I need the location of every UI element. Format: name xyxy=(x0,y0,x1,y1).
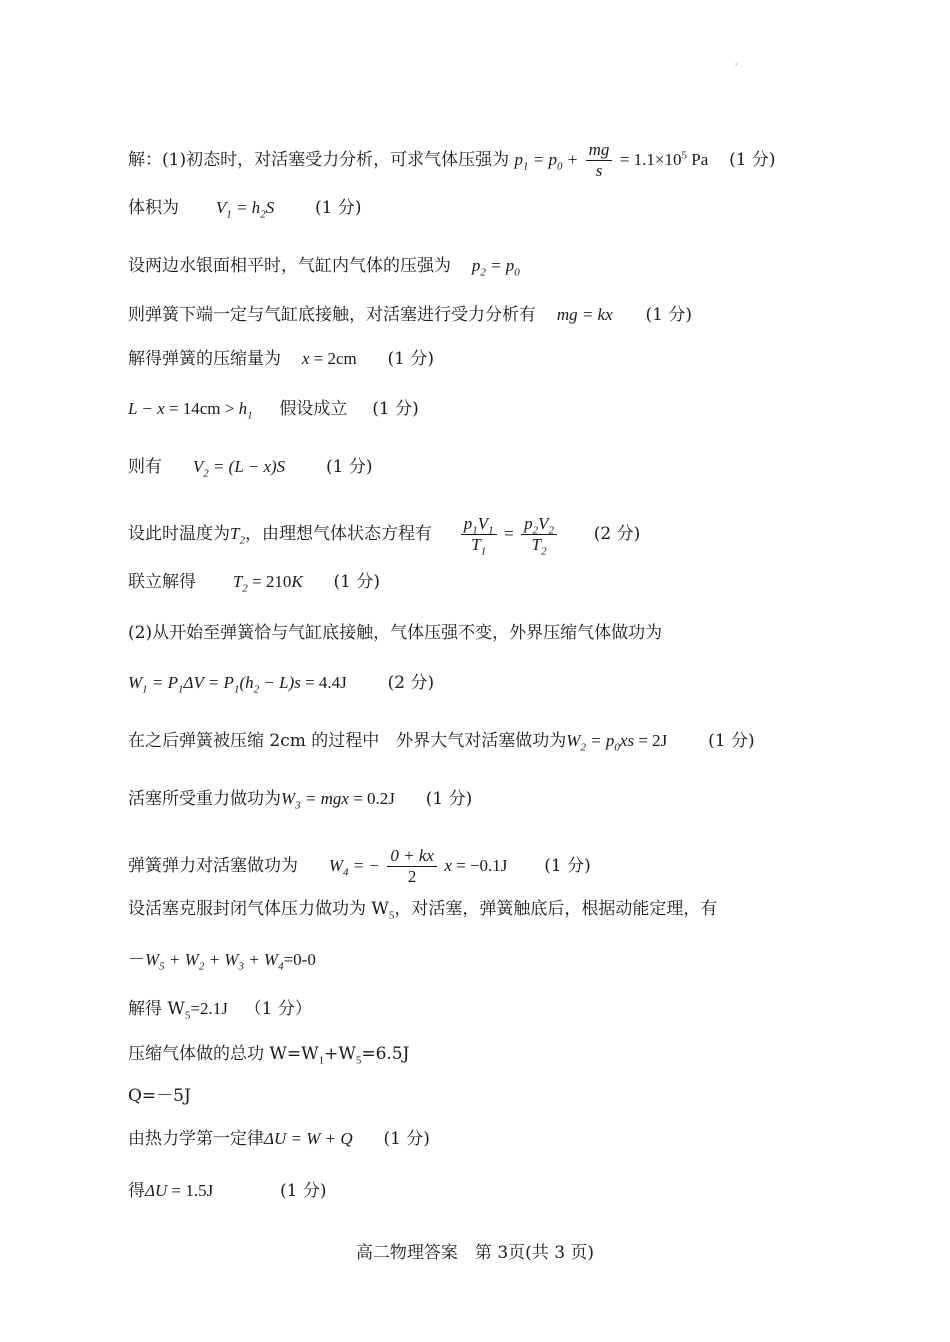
text-6a: 假设成立 xyxy=(279,399,348,419)
solution-line-7 xyxy=(128,456,372,478)
text-5a: 解得弹簧的压缩量为 xyxy=(128,349,281,369)
text-18c: =6.5J xyxy=(361,1044,410,1064)
text-17a: 解得 W xyxy=(128,999,185,1019)
page-footer: 高二物理答案 第 3页(共 3 页) xyxy=(355,1243,595,1263)
text-12a: 在之后弹簧被压缩 2cm 的过程中 外界大气对活塞做功为 xyxy=(128,731,567,751)
solution-line-10 xyxy=(128,622,662,644)
score-17: （1 分） xyxy=(244,999,312,1019)
text-15b: ，对活塞，弹簧触底后，根据动能定理，有 xyxy=(394,899,718,919)
solution-line-15: 设活塞克服封闭气体压力做功为 $W_5$，对活塞，弹簧触底后，根据动能定理，有 xyxy=(128,899,718,922)
text-21a: 得 xyxy=(128,1181,145,1201)
solution-line-18: 压缩气体做的总功 $W=W_1+W_5=6.5J$ xyxy=(128,1044,410,1067)
text-20a: 由热力学第一定律 xyxy=(128,1129,264,1149)
formula-p1-value: = $1.1\times 10^5$ Pa xyxy=(619,149,709,169)
fraction-p2v2-t2: $\frac{p_2V_2}{T_2}$ xyxy=(521,514,557,555)
solution-line-13: 活塞所受重力做功为$W_3$ = mgx = 0.2J (1 分) xyxy=(128,789,473,812)
formula-l-minus-x: L − x xyxy=(128,399,165,418)
formula-p1: $p_1 = p_0$ + xyxy=(514,150,579,173)
text-17b: =2.1J xyxy=(190,999,228,1018)
score-4: (1 分) xyxy=(645,305,692,325)
formula-w2: $W_2 = p_0xs$ xyxy=(566,731,635,754)
text-19a: Q=－5J xyxy=(128,1086,191,1106)
text-18b: +W xyxy=(324,1044,356,1064)
formula-w1: $W_1 = P_1\Delta V = P_1(h_2 - L)s$ xyxy=(128,673,301,696)
formula-mg-kx: mg = kx xyxy=(556,305,613,324)
formula-delta-u: ΔU xyxy=(145,1181,168,1200)
formula-w3: $W_3$ = mgx xyxy=(281,789,349,812)
score-20: (1 分) xyxy=(383,1129,430,1149)
fraction-0-kx-2: $\frac{0 + kx}{2}$ xyxy=(387,846,437,887)
score-13: (1 分) xyxy=(425,789,473,809)
score-14: (1 分) xyxy=(544,856,591,876)
text-1a: 解：(1)初态时，对活塞受力分析，可求气体压强为 xyxy=(128,150,510,170)
symbol-t2: $T_2$ xyxy=(230,524,245,547)
text-14a: 弹簧弹力对活塞做功为 xyxy=(128,856,298,876)
text-10a: (2)从开始至弹簧恰与气缸底接触，气体压强不变，外界压缩气体做功为 xyxy=(128,623,663,643)
text-9a: 联立解得 xyxy=(128,572,196,592)
solution-line-14: 弹簧弹力对活塞做功为 $W_4$ = − $\frac{0 + kx}{2}$ x = −0.1J (1 分) xyxy=(128,846,591,886)
solution-line-5: 解得弹簧的压缩量为 x = 2cm (1 分) xyxy=(128,349,435,369)
text-8b: ，由理想气体状态方程有 xyxy=(244,524,432,544)
formula-work-sum: $W_5 + W_2 + W_3 + W_4$ xyxy=(145,950,284,973)
solution-line-3 xyxy=(128,255,520,277)
score-21: (1 分) xyxy=(280,1181,327,1201)
text-7a: 则有 xyxy=(128,457,162,477)
formula-w4: $W_4$ = − xyxy=(328,856,380,879)
solution-line-17: 解得 $W_5=2.1J$ （1 分） xyxy=(128,999,312,1022)
score-8: (2 分) xyxy=(593,524,641,544)
formula-first-law: ΔU = W + Q xyxy=(264,1129,353,1148)
text-13a: 活塞所受重力做功为 xyxy=(128,789,281,809)
solution-line-6: $L - x = 14cm > h_1$ 假设成立 (1 分) xyxy=(128,399,419,422)
fraction-p1v1-t1: $\frac{p_1V_1}{T_1}$ xyxy=(461,514,497,555)
solution-line-19 xyxy=(128,1085,191,1107)
formula-v1: $V_1 = h_2S$ xyxy=(215,198,275,221)
stray-mark: ' xyxy=(735,62,738,71)
solution-line-8: 设此时温度为$T_2$，由理想气体状态方程有 $\frac{p_1V_1}{T_1}$ = $\frac{p_2V_2}{T_2}$ (2 分) xyxy=(128,514,641,558)
solution-line-11: $W_1 = P_1\Delta V = P_1(h_2 - L)s = 4.4J$ (2 分) xyxy=(128,673,435,696)
text-2a: 体积为 xyxy=(128,198,179,218)
solution-line-2 xyxy=(128,197,361,219)
score-2: (1 分) xyxy=(315,198,362,218)
score-6: (1 分) xyxy=(372,399,419,419)
formula-t2-result: $T_2$ xyxy=(232,572,248,595)
formula-v2: $V_2 = (L - x)S$ xyxy=(192,457,286,480)
text-15a: 设活塞克服封闭气体压力做功为 W xyxy=(128,899,389,919)
formula-p2: $p_2 = p_0$ xyxy=(471,256,520,279)
solution-line-12: 在之后弹簧被压缩 2cm 的过程中 外界大气对活塞做功为$W_2 = p_0xs = 2J$ (1 分) xyxy=(128,731,755,754)
solution-line-20 xyxy=(128,1128,430,1150)
text-4a: 则弹簧下端一定与气缸底接触，对活塞进行受力分析有 xyxy=(128,305,536,325)
score-9: (1 分) xyxy=(333,572,381,592)
text-8a: 设此时温度为 xyxy=(128,524,230,544)
score-5: (1 分) xyxy=(387,349,435,369)
solution-line-1 xyxy=(128,140,776,181)
solution-line-4 xyxy=(128,304,692,326)
score-7: (1 分) xyxy=(325,457,373,477)
score-11: (2 分) xyxy=(387,673,435,693)
score-1: (1 分) xyxy=(729,150,776,170)
formula-x: x xyxy=(301,349,310,368)
text-3a: 设两边水银面相平时，气缸内气体的压强为 xyxy=(128,256,451,276)
score-12: (1 分) xyxy=(708,731,755,751)
fraction-mg-s: $\frac{mg}{s}$ xyxy=(586,140,613,181)
text-16a: =0-0 xyxy=(283,950,316,969)
solution-line-21: 得ΔU = 1.5J (1 分) xyxy=(128,1181,327,1201)
solution-line-16: $-W_5 + W_2 + W_3 + W_4=0-0$ xyxy=(128,950,316,973)
text-18a: 压缩气体做的总功 W=W xyxy=(128,1044,319,1064)
solution-line-9: 联立解得 $T_2 = 210K$ (1 分) xyxy=(128,572,381,595)
